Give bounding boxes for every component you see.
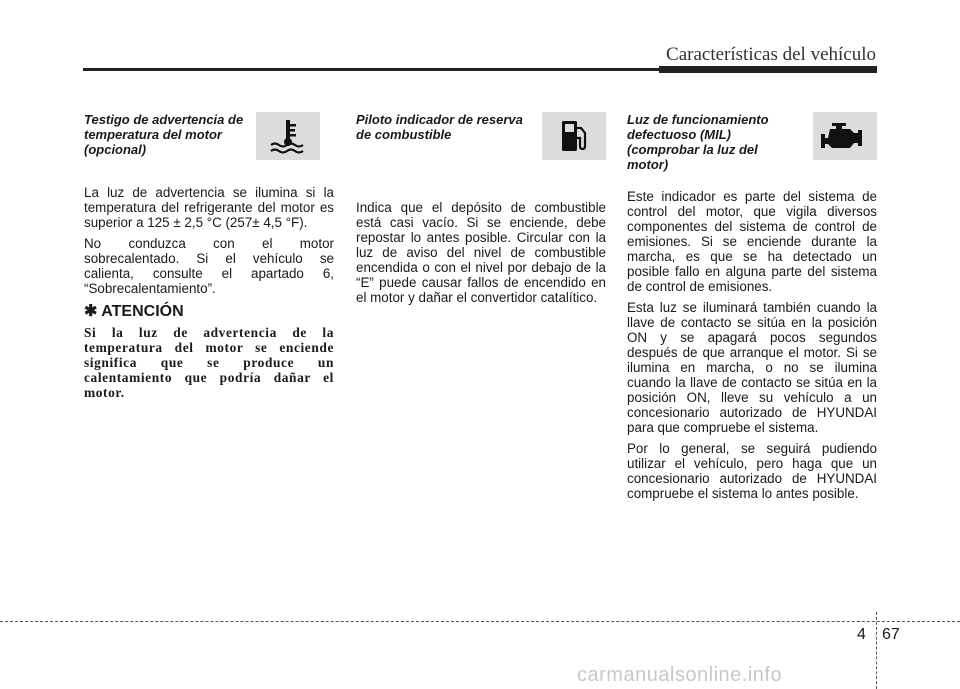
column-fuel-reserve: [356, 112, 606, 311]
section-number: 4: [857, 626, 866, 643]
column-mil: [627, 112, 877, 507]
paragraph: Esta luz se iluminará también cuando la llave de contacto se sitúa en la posición ON y se apagará pocos segundos después de que arranque el motor. Si se ilumina en marcha, o no se ilumina cuando la llave de contacto se sitúa en la posición ON, lleve su vehículo a un concesionario autorizado de HYUNDAI para que compruebe el sistema.: [627, 300, 877, 435]
coolant-temperature-icon: [256, 112, 320, 160]
paragraph: No conduzca con el motor sobrecalentado. Si el vehículo se calienta, consulte el apartado 6, “Sobrecalentamiento”.: [84, 236, 334, 296]
attention-body: Si la luz de advertencia de la temperatura del motor se enciende significa que se produce un calentamiento que podría dañar el motor.: [84, 325, 334, 400]
footer-divider: [876, 612, 877, 689]
paragraph: La luz de advertencia se ilumina si la temperatura del refrigerante del motor es superior a 125 ± 2,5 °C (257± 4,5 °F).: [84, 185, 334, 230]
paragraph: Indica que el depósito de combustible está casi vacío. Si se enciende, debe repostar lo antes posible. Circular con la luz de aviso del nivel de combustible encendida o con el nivel por debajo de la “E” puede causar fallos de encendido en el motor y dañar el convertidor catalítico.: [356, 200, 606, 305]
watermark-text: carmanualsonline.info: [577, 664, 783, 686]
check-engine-icon: [813, 112, 877, 160]
header-tab-bar: [659, 66, 877, 73]
paragraph: Por lo general, se seguirá pudiendo utilizar el vehículo, pero haga que un concesionario autorizado de HYUNDAI compruebe el sistema lo antes posible.: [627, 441, 877, 501]
footer-rule: [0, 621, 960, 622]
column-engine-temperature: [84, 112, 334, 400]
section-title-engine-temperature: Testigo de advertencia de temperatura del motor (opcional): [84, 112, 244, 157]
section-title-mil: Luz de funcionamiento defectuoso (MIL) (comprobar la luz del motor): [627, 112, 769, 172]
attention-title: ATENCIÓN: [101, 303, 184, 320]
page-number: 67: [882, 626, 900, 643]
page-header-title: Características del vehículo: [666, 44, 876, 65]
attention-heading: [84, 304, 334, 319]
paragraph: Este indicador es parte del sistema de control del motor, que vigila diversos componentes del sistema de control de emisiones. Si se enciende durante la marcha, es que se ha detectado un posible fallo en alguna parte del sistema de control de emisiones.: [627, 189, 877, 294]
fuel-pump-icon: [542, 112, 606, 160]
attention-icon: ✱: [84, 303, 102, 320]
section-title-fuel-reserve: Piloto indicador de reserva de combustible: [356, 112, 523, 142]
